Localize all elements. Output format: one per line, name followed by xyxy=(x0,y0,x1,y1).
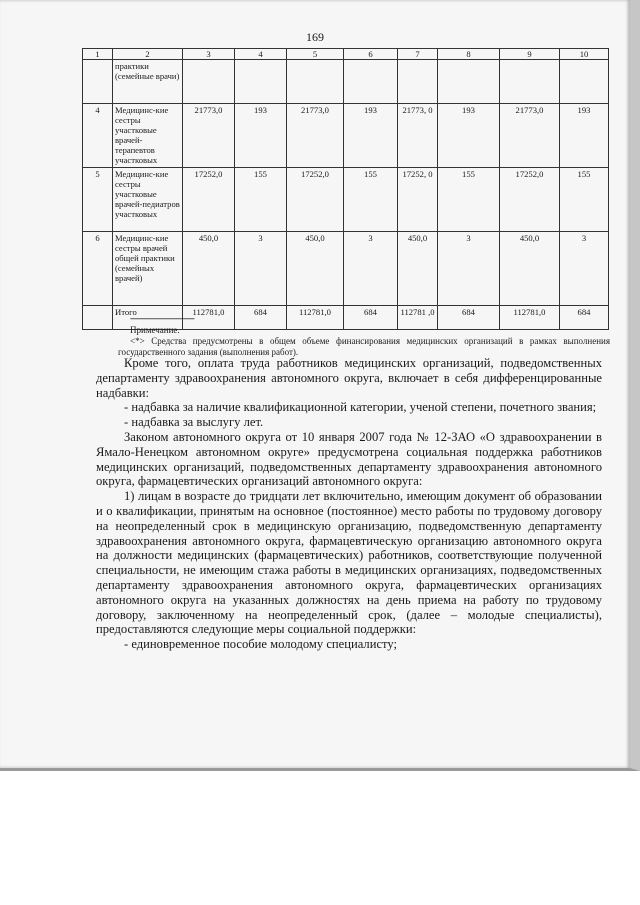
table-header-cell: 4 xyxy=(235,49,287,60)
table-cell: 3 xyxy=(438,232,500,306)
table-cell: 193 xyxy=(344,104,398,168)
table-cell: 684 xyxy=(438,306,500,330)
row-number xyxy=(83,306,113,330)
page-number: 169 xyxy=(306,30,324,44)
funding-table xyxy=(82,48,609,330)
table-cell: 684 xyxy=(235,306,287,330)
table-header-cell: 7 xyxy=(398,49,438,60)
table-cell xyxy=(438,60,500,104)
paragraph: - надбавка за наличие квалификационной категории, ученой степени, почетного звания; xyxy=(124,400,597,415)
paragraph: - надбавка за выслугу лет. xyxy=(124,415,264,430)
table-cell: 155 xyxy=(344,168,398,232)
table-header-cell: 3 xyxy=(183,49,235,60)
table-cell xyxy=(235,60,287,104)
table-header-cell: 1 xyxy=(83,49,113,60)
table-row xyxy=(83,232,609,306)
table-cell: 3 xyxy=(235,232,287,306)
table-cell: 112781,0 xyxy=(183,306,235,330)
row-number: 6 xyxy=(83,232,113,306)
table-cell: 21773,0 xyxy=(500,104,560,168)
paragraph: Законом автономного округа от 10 января 2007 года № 12-ЗАО «О здравоохранении в Ямало-Ненецком автономном округе» предусмотрена социальная поддержка работников медицинских организаций, подведомственных департаменту здравоохранения автономного округа, фармацевтических организаций автономного округа: xyxy=(96,429,602,489)
row-number: 4 xyxy=(83,104,113,168)
row-name: Медицинс-кие сестры участковые врачей-педиатров участковых xyxy=(113,168,183,232)
table-cell: 450,0 xyxy=(398,232,438,306)
table-cell: 193 xyxy=(235,104,287,168)
document-body xyxy=(96,356,602,652)
table-cell: 155 xyxy=(560,168,609,232)
paragraph: Кроме того, оплата труда работников медицинских организаций, подведомственных департаменту здравоохранения автономного округа, включает в себя дифференцированные надбавки: xyxy=(96,356,602,400)
table-cell: 17252,0 xyxy=(500,168,560,232)
table-row xyxy=(83,168,609,232)
table-header-row xyxy=(83,49,609,60)
table-cell: 17252,0 xyxy=(287,168,344,232)
table-cell: 112781 ,0 xyxy=(398,306,438,330)
footnote-text: <*> Средства предусмотрены в общем объеме финансирования медицинских организаций в рамках выполнения государственного задания (выполнения работ). xyxy=(118,336,610,357)
table-cell: 193 xyxy=(438,104,500,168)
footnote-title: Примечание. xyxy=(130,325,180,335)
table-row xyxy=(83,60,609,104)
row-number xyxy=(83,60,113,104)
table-cell xyxy=(560,60,609,104)
table-cell: 155 xyxy=(235,168,287,232)
table-cell: 193 xyxy=(560,104,609,168)
table-header-cell: 2 xyxy=(113,49,183,60)
table-cell xyxy=(398,60,438,104)
table-cell xyxy=(183,60,235,104)
table-cell xyxy=(500,60,560,104)
table-cell xyxy=(344,60,398,104)
row-name: Медицинс-кие сестры врачей общей практики (семейных врачей) xyxy=(113,232,183,306)
footnote xyxy=(118,313,610,358)
table-cell: 450,0 xyxy=(287,232,344,306)
table-cell: 3 xyxy=(560,232,609,306)
table-cell: 684 xyxy=(344,306,398,330)
table-header-cell: 8 xyxy=(438,49,500,60)
row-name: практики (семейные врачи) xyxy=(113,60,183,104)
table-cell: 21773, 0 xyxy=(398,104,438,168)
table-cell: 155 xyxy=(438,168,500,232)
table-cell xyxy=(287,60,344,104)
table-header-cell: 10 xyxy=(560,49,609,60)
table-row xyxy=(83,104,609,168)
table-cell: 112781,0 xyxy=(500,306,560,330)
table-cell: 21773,0 xyxy=(183,104,235,168)
table-cell: 3 xyxy=(344,232,398,306)
table-cell: 450,0 xyxy=(500,232,560,306)
row-name: Итого xyxy=(113,306,183,330)
table-cell: 450,0 xyxy=(183,232,235,306)
table-cell: 684 xyxy=(560,306,609,330)
table-cell: 112781,0 xyxy=(287,306,344,330)
table-cell: 17252,0 xyxy=(183,168,235,232)
paragraph: 1) лицам в возрасте до тридцати лет включительно, имеющим документ об образовании и о квалификации, принятым на основное (постоянное) место работы по трудовому договору на неопределенный срок в медицинскую организацию, подведомственную департаменту здравоохранения автономного округа, фармацевтическую организацию автономного округа на должности медицинских (фармацевтических) работников, соответствующие полученной специальности, не имеющим стажа работы в медицинских организациях, подведомственных департаменту здравоохранения автономного округа, фармацевтических организациях автономного округа на указанных должностях на день приема на работу по трудовому договору, заключенному на неопределенный срок, (далее – молодые специалисты), предоставляются следующие меры социальной поддержки: xyxy=(96,489,602,637)
table-cell: 21773,0 xyxy=(287,104,344,168)
row-number: 5 xyxy=(83,168,113,232)
paragraph: - единовременное пособие молодому специалисту; xyxy=(124,637,398,652)
table-header-cell: 9 xyxy=(500,49,560,60)
footnote-rule: -------------------------------- xyxy=(130,313,194,323)
table-header-cell: 5 xyxy=(287,49,344,60)
table-cell: 17252, 0 xyxy=(398,168,438,232)
row-name: Медицинс-кие сестры участковые врачей-терапевтов участковых xyxy=(113,104,183,168)
table-header-cell: 6 xyxy=(344,49,398,60)
